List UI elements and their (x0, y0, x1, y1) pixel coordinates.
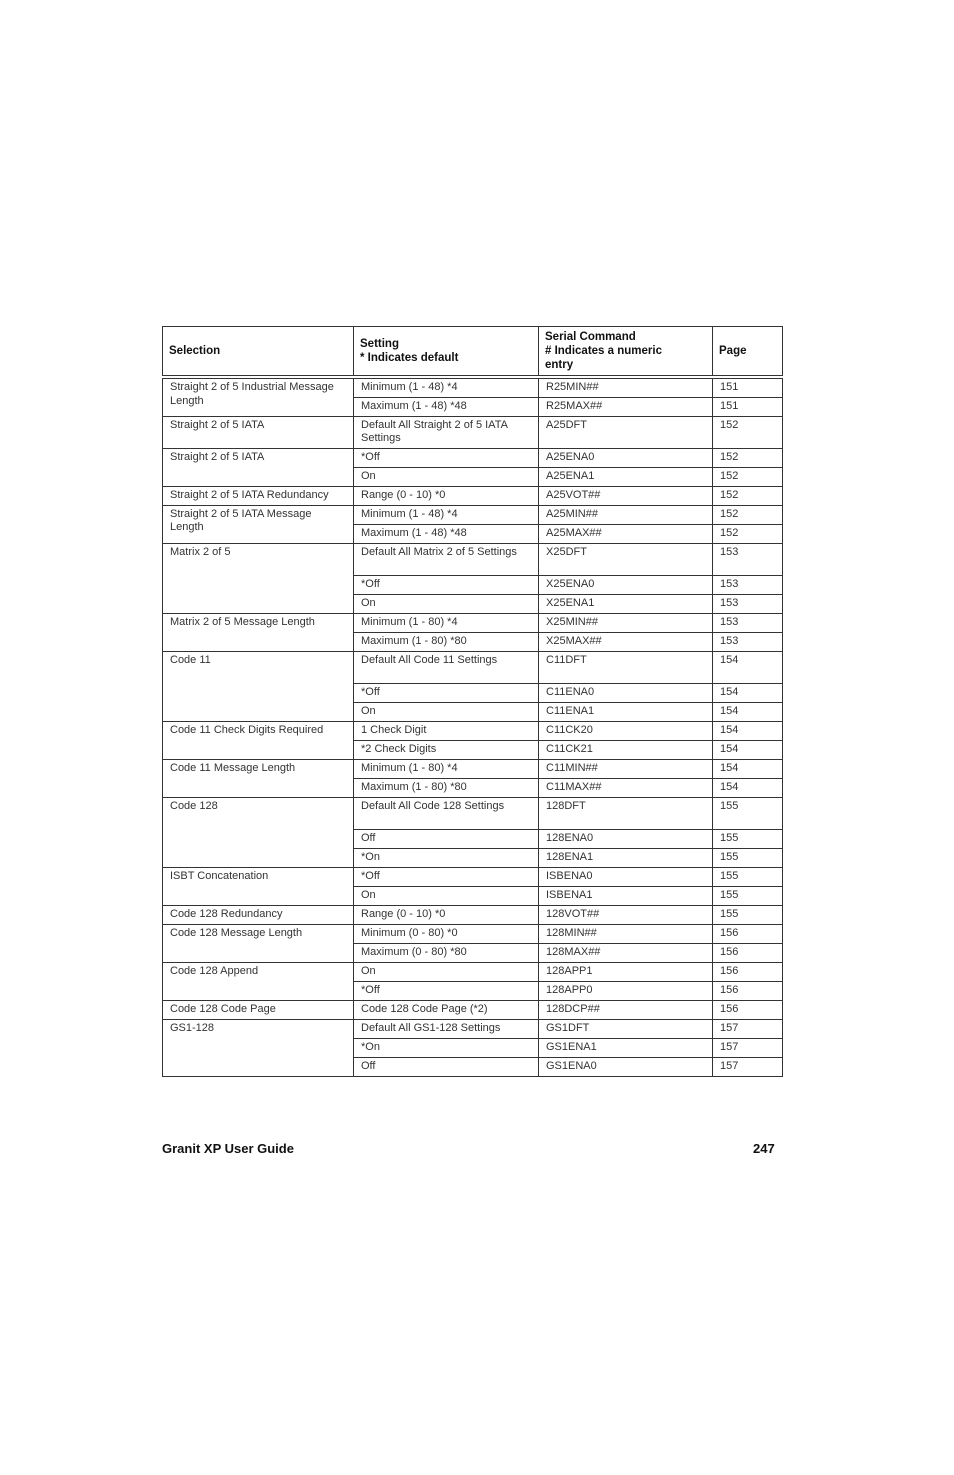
table-row (163, 377, 783, 397)
setting-cell: On (354, 467, 539, 486)
table-row (163, 1019, 783, 1038)
serial-command-cell: R25MIN## (539, 377, 713, 397)
serial-command-cell: A25MIN## (539, 505, 713, 524)
page-link[interactable]: 156 (713, 943, 783, 962)
setting-cell: *Off (354, 448, 539, 467)
page-link[interactable]: 155 (713, 829, 783, 848)
serial-command-cell: 128APP1 (539, 962, 713, 981)
setting-cell: Off (354, 829, 539, 848)
serial-command-cell: X25MIN## (539, 613, 713, 632)
header-page: Page (713, 327, 783, 378)
serial-command-cell: GS1DFT (539, 1019, 713, 1038)
serial-command-cell: GS1ENA0 (539, 1057, 713, 1076)
setting-cell: On (354, 702, 539, 721)
page-link[interactable]: 154 (713, 721, 783, 740)
setting-cell: Off (354, 1057, 539, 1076)
setting-cell: Range (0 - 10) *0 (354, 905, 539, 924)
setting-cell: *2 Check Digits (354, 740, 539, 759)
setting-cell: *Off (354, 867, 539, 886)
page-link[interactable]: 155 (713, 867, 783, 886)
setting-cell: On (354, 962, 539, 981)
selection-cell: Code 11 (163, 651, 354, 721)
serial-command-cell: C11ENA1 (539, 702, 713, 721)
table-row (163, 486, 783, 505)
page-link[interactable]: 155 (713, 797, 783, 829)
selection-cell: Code 128 (163, 797, 354, 867)
page-link[interactable]: 154 (713, 651, 783, 683)
serial-command-cell: A25ENA0 (539, 448, 713, 467)
setting-cell: Minimum (1 - 48) *4 (354, 377, 539, 397)
selection-cell: GS1-128 (163, 1019, 354, 1076)
serial-command-cell: 128ENA0 (539, 829, 713, 848)
page-link[interactable]: 154 (713, 759, 783, 778)
selection-cell: ISBT Concatenation (163, 867, 354, 905)
serial-command-cell: X25MAX## (539, 632, 713, 651)
selection-cell: Matrix 2 of 5 (163, 543, 354, 613)
serial-command-cell: C11CK20 (539, 721, 713, 740)
serial-command-cell: 128MAX## (539, 943, 713, 962)
page-link[interactable]: 152 (713, 467, 783, 486)
page-link[interactable]: 154 (713, 778, 783, 797)
selection-cell: Code 128 Code Page (163, 1000, 354, 1019)
table-body (163, 377, 783, 1076)
selection-cell: Code 128 Message Length (163, 924, 354, 962)
selection-cell: Code 11 Check Digits Required (163, 721, 354, 759)
setting-cell: *On (354, 1038, 539, 1057)
serial-command-cell: X25ENA1 (539, 594, 713, 613)
page-link[interactable]: 155 (713, 886, 783, 905)
setting-cell: Minimum (1 - 48) *4 (354, 505, 539, 524)
serial-command-cell: ISBENA1 (539, 886, 713, 905)
page-link[interactable]: 157 (713, 1019, 783, 1038)
footer-page-number: 247 (753, 1141, 775, 1156)
serial-command-cell: C11MIN## (539, 759, 713, 778)
table-row (163, 962, 783, 981)
table-row (163, 505, 783, 524)
page-link[interactable]: 152 (713, 524, 783, 543)
selection-cell: Matrix 2 of 5 Message Length (163, 613, 354, 651)
command-reference-table (162, 326, 783, 1077)
serial-command-cell: X25DFT (539, 543, 713, 575)
serial-command-cell: R25MAX## (539, 397, 713, 416)
selection-cell: Straight 2 of 5 IATA (163, 416, 354, 448)
page-link[interactable]: 155 (713, 905, 783, 924)
serial-command-cell: A25ENA1 (539, 467, 713, 486)
page-link[interactable]: 152 (713, 505, 783, 524)
setting-cell: Maximum (1 - 80) *80 (354, 632, 539, 651)
serial-command-cell: C11MAX## (539, 778, 713, 797)
selection-cell: Straight 2 of 5 Industrial Message Length (163, 377, 354, 416)
setting-cell: Range (0 - 10) *0 (354, 486, 539, 505)
page-link[interactable]: 156 (713, 1000, 783, 1019)
setting-cell: Default All Straight 2 of 5 IATA Settings (354, 416, 539, 448)
setting-cell: Code 128 Code Page (*2) (354, 1000, 539, 1019)
setting-cell: *Off (354, 981, 539, 1000)
page-link[interactable]: 153 (713, 613, 783, 632)
page-link[interactable]: 152 (713, 448, 783, 467)
table-row (163, 448, 783, 467)
page-link[interactable]: 157 (713, 1057, 783, 1076)
page-link[interactable]: 156 (713, 924, 783, 943)
setting-cell: Minimum (1 - 80) *4 (354, 759, 539, 778)
serial-command-cell: C11CK21 (539, 740, 713, 759)
serial-command-cell: C11DFT (539, 651, 713, 683)
setting-cell: On (354, 886, 539, 905)
serial-command-cell: GS1ENA1 (539, 1038, 713, 1057)
page-link[interactable]: 155 (713, 848, 783, 867)
table-row (163, 613, 783, 632)
table-row (163, 867, 783, 886)
setting-cell: Minimum (1 - 80) *4 (354, 613, 539, 632)
setting-cell: *On (354, 848, 539, 867)
serial-command-cell: A25MAX## (539, 524, 713, 543)
serial-command-cell: 128DFT (539, 797, 713, 829)
serial-command-cell: C11ENA0 (539, 683, 713, 702)
setting-cell: Maximum (0 - 80) *80 (354, 943, 539, 962)
serial-command-cell: X25ENA0 (539, 575, 713, 594)
table-row (163, 721, 783, 740)
table-row (163, 416, 783, 448)
setting-cell: Minimum (0 - 80) *0 (354, 924, 539, 943)
selection-cell: Straight 2 of 5 IATA Redundancy (163, 486, 354, 505)
selection-cell: Straight 2 of 5 IATA (163, 448, 354, 486)
setting-cell: Default All Code 128 Settings (354, 797, 539, 829)
setting-cell: Maximum (1 - 48) *48 (354, 524, 539, 543)
selection-cell: Code 11 Message Length (163, 759, 354, 797)
header-serial-command: Serial Command # Indicates a numeric entry (539, 327, 713, 378)
setting-cell: Maximum (1 - 80) *80 (354, 778, 539, 797)
table-row (163, 924, 783, 943)
page-link[interactable]: 151 (713, 377, 783, 397)
setting-cell: *Off (354, 683, 539, 702)
setting-cell: 1 Check Digit (354, 721, 539, 740)
serial-command-cell: 128ENA1 (539, 848, 713, 867)
serial-command-cell: 128APP0 (539, 981, 713, 1000)
page-link[interactable]: 153 (713, 594, 783, 613)
table-row (163, 651, 783, 683)
footer-title: Granit XP User Guide (162, 1141, 294, 1156)
table-header-row (163, 327, 783, 378)
table-row (163, 1000, 783, 1019)
page-link[interactable]: 156 (713, 981, 783, 1000)
page-link[interactable]: 154 (713, 702, 783, 721)
setting-cell: Default All GS1-128 Settings (354, 1019, 539, 1038)
table-row (163, 797, 783, 829)
page-link[interactable]: 153 (713, 632, 783, 651)
page-link[interactable]: 154 (713, 683, 783, 702)
page-link[interactable]: 151 (713, 397, 783, 416)
page-link[interactable]: 156 (713, 962, 783, 981)
serial-command-cell: 128DCP## (539, 1000, 713, 1019)
header-selection: Selection (163, 327, 354, 378)
selection-cell: Code 128 Redundancy (163, 905, 354, 924)
page-link[interactable]: 154 (713, 740, 783, 759)
table-row (163, 905, 783, 924)
table-row (163, 759, 783, 778)
serial-command-cell: 128VOT## (539, 905, 713, 924)
setting-cell: Maximum (1 - 48) *48 (354, 397, 539, 416)
page-link[interactable]: 157 (713, 1038, 783, 1057)
page-link[interactable]: 152 (713, 416, 783, 448)
page-link[interactable]: 152 (713, 486, 783, 505)
selection-cell: Straight 2 of 5 IATA Message Length (163, 505, 354, 543)
page-link[interactable]: 153 (713, 543, 783, 575)
header-setting: Setting * Indicates default (354, 327, 539, 378)
setting-cell: On (354, 594, 539, 613)
selection-cell: Code 128 Append (163, 962, 354, 1000)
setting-cell: Default All Matrix 2 of 5 Settings (354, 543, 539, 575)
table-row (163, 543, 783, 575)
serial-command-cell: A25DFT (539, 416, 713, 448)
serial-command-cell: A25VOT## (539, 486, 713, 505)
serial-command-cell: 128MIN## (539, 924, 713, 943)
setting-cell: *Off (354, 575, 539, 594)
page-link[interactable]: 153 (713, 575, 783, 594)
setting-cell: Default All Code 11 Settings (354, 651, 539, 683)
serial-command-cell: ISBENA0 (539, 867, 713, 886)
